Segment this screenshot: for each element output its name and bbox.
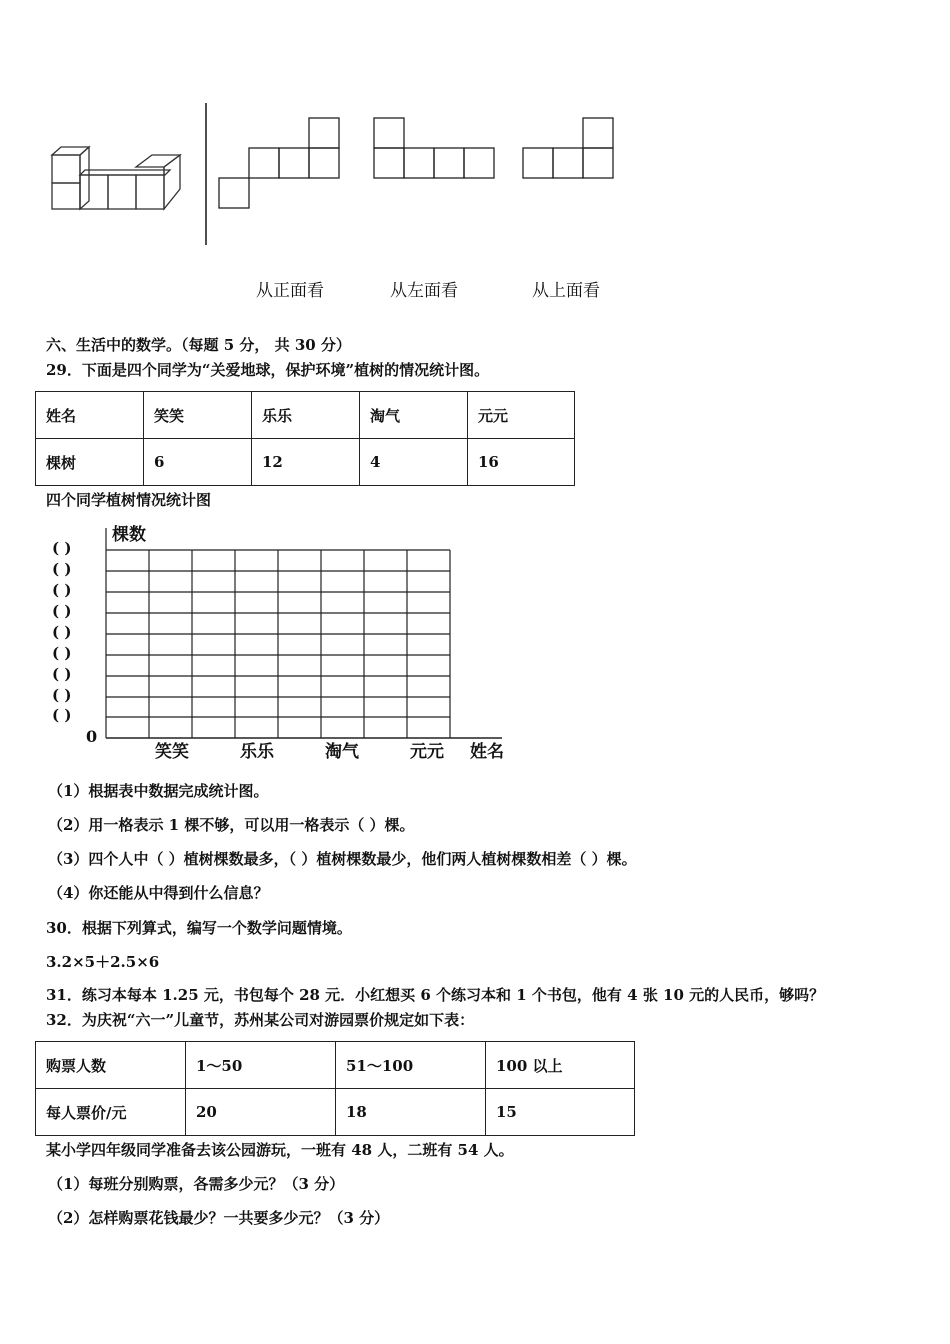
q32-table — [35, 1041, 635, 1136]
y-tick-blank[interactable]: ( ) — [52, 665, 72, 683]
x-category-label: 淘气 — [325, 742, 359, 762]
chart-grid — [40, 520, 520, 770]
chart-y-axis-title: 棵数 — [112, 525, 146, 545]
q29-value-cell: 6 — [144, 439, 252, 486]
top-view-label: 从上面看 — [532, 281, 600, 301]
q29-row-label-trees: 棵树 — [36, 439, 144, 486]
x-category-label: 笑笑 — [155, 742, 189, 762]
q29-name-cell: 笑笑 — [144, 392, 252, 439]
q29-sub3: （3）四个人中（ ）植树棵数最多，（ ）植树棵数最少，他们两人植树棵数相差（ ）棵。 — [48, 850, 637, 868]
q32-range-cell: 100 以上 — [486, 1042, 635, 1089]
q32-header-label: 购票人数 — [36, 1042, 186, 1089]
y-tick-blank[interactable]: ( ) — [52, 560, 72, 578]
front-view-shape — [219, 118, 339, 208]
y-tick-blank[interactable]: ( ) — [52, 644, 72, 662]
y-tick-blank[interactable]: ( ) — [52, 539, 72, 557]
q29-value-cell: 12 — [252, 439, 360, 486]
chart-origin-label: 0 — [86, 727, 98, 746]
left-view-shape — [374, 118, 494, 178]
q29-row-label-name: 姓名 — [36, 392, 144, 439]
y-tick-blank[interactable]: ( ) — [52, 623, 72, 641]
y-tick-blank[interactable]: ( ) — [52, 581, 72, 599]
q32-sub2: （2）怎样购票花钱最少？一共要多少元？（3 分） — [48, 1209, 390, 1227]
q32-price-cell: 18 — [336, 1089, 486, 1136]
q29-name-cell: 淘气 — [360, 392, 468, 439]
q29-value-cell: 4 — [360, 439, 468, 486]
q30-title: 30．根据下列算式，编写一个数学问题情境。 — [46, 919, 352, 937]
q32-price-cell: 15 — [486, 1089, 635, 1136]
q29-sub1: （1）根据表中数据完成统计图。 — [48, 782, 269, 800]
q29-chart-caption: 四个同学植树情况统计图 — [46, 491, 212, 509]
y-tick-blank[interactable]: ( ) — [52, 706, 72, 724]
q32-title: 32．为庆祝“六一”儿童节，苏州某公司对游园票价规定如下表： — [46, 1011, 475, 1029]
q32-range-cell: 1～50 — [186, 1042, 336, 1089]
x-category-label: 乐乐 — [240, 742, 274, 762]
front-view-label: 从正面看 — [256, 281, 324, 301]
three-view-figure — [40, 95, 640, 255]
q31-text: 31．练习本每本 1.25 元，书包每个 28 元．小红想买 6 个练习本和 1 个书包，他有 4 张 10 元的人民币，够吗？ — [46, 986, 825, 1004]
q30-expression: 3.2×5＋2.5×6 — [46, 953, 160, 971]
y-tick-blank[interactable]: ( ) — [52, 602, 72, 620]
q29-sub2: （2）用一格表示 1 棵不够，可以用一格表示（ ）棵。 — [48, 816, 415, 834]
q29-sub4: （4）你还能从中得到什么信息？ — [48, 884, 269, 902]
section-heading: 六、生活中的数学。（每题 5 分， 共 30 分） — [46, 336, 351, 354]
q29-name-cell: 乐乐 — [252, 392, 360, 439]
q32-price-cell: 20 — [186, 1089, 336, 1136]
q29-name-cell: 元元 — [468, 392, 575, 439]
cube-solid — [52, 147, 180, 209]
q32-price-label: 每人票价/元 — [36, 1089, 186, 1136]
q32-sub1: （1）每班分别购票，各需多少元？（3 分） — [48, 1175, 345, 1193]
q29-title: 29．下面是四个同学为“关爱地球，保护环境”植树的情况统计图。 — [46, 361, 490, 379]
chart-x-axis-title: 姓名 — [470, 742, 504, 762]
q29-value-cell: 16 — [468, 439, 575, 486]
q29-table — [35, 391, 575, 486]
left-view-label: 从左面看 — [390, 281, 458, 301]
top-view-shape — [523, 118, 613, 178]
x-category-label: 元元 — [410, 742, 444, 762]
q32-range-cell: 51～100 — [336, 1042, 486, 1089]
y-tick-blank[interactable]: ( ) — [52, 686, 72, 704]
q32-context: 某小学四年级同学准备去该公园游玩，一班有 48 人，二班有 54 人。 — [46, 1141, 514, 1159]
q29-chart — [40, 520, 520, 770]
